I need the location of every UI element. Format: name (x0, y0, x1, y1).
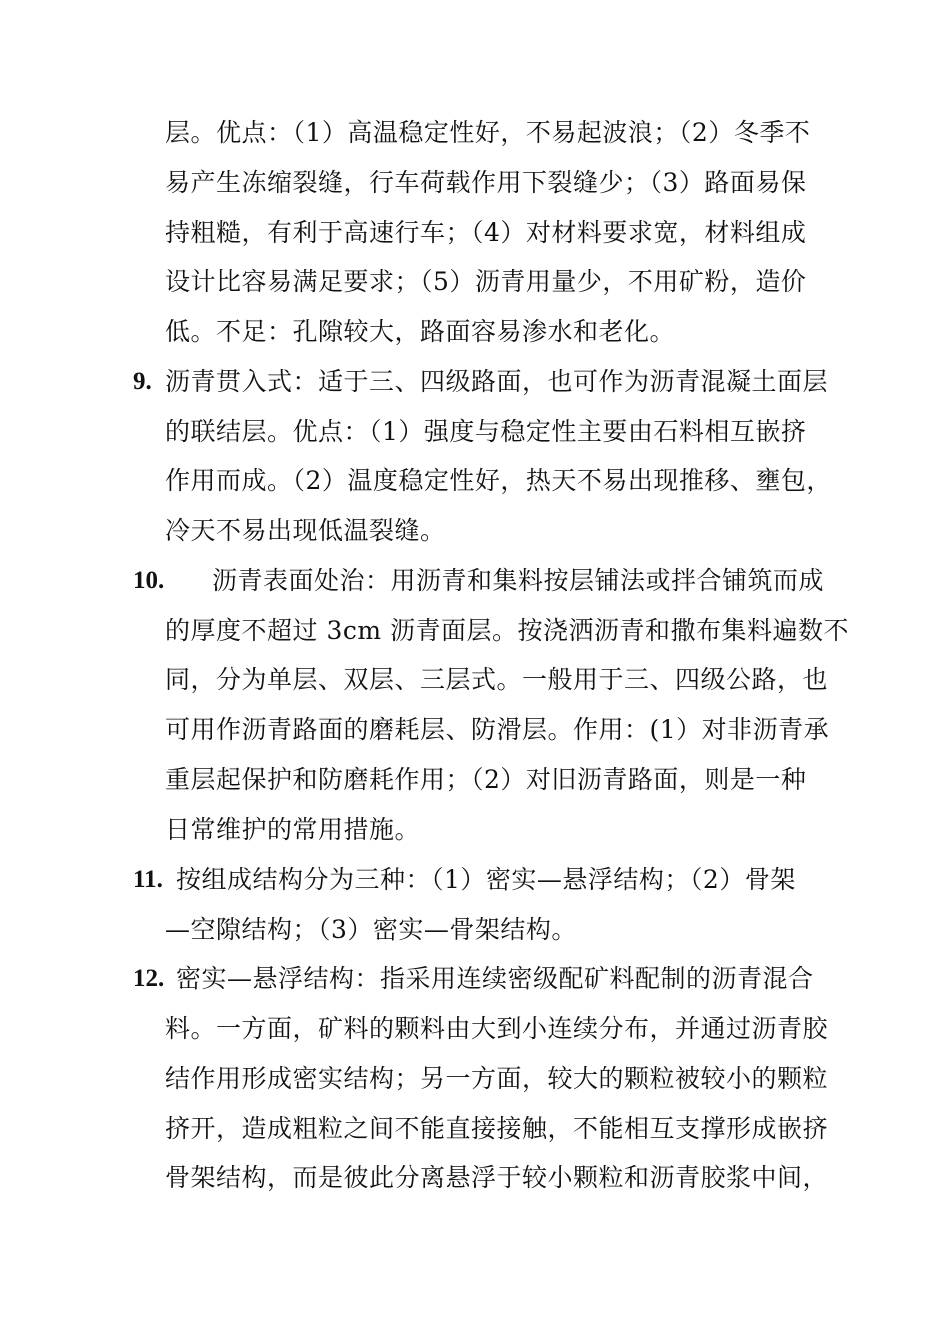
paragraph-line: 易产生冻缩裂缝，行车荷载作用下裂缝少；（3）路面易保 (165, 168, 807, 197)
paragraph-line: 设计比容易满足要求；（5）沥青用量少，不用矿粉，造价 (165, 267, 807, 296)
paragraph-line: 骨架结构，而是彼此分离悬浮于较小颗粒和沥青胶浆中间， (165, 1163, 829, 1192)
paragraph-line: 重层起保护和防磨耗作用；（2）对旧沥青路面，则是一种 (165, 765, 807, 794)
item-number: 11. (133, 866, 163, 893)
paragraph-line: 料。一方面，矿料的颗料由大到小连续分布，并通过沥青胶 (165, 1014, 829, 1043)
paragraph-line: 的厚度不超过 3cm 沥青面层。按浇洒沥青和撒布集料遍数不 (165, 616, 850, 645)
paragraph-line: 按组成结构分为三种：（1）密实—悬浮结构；（2）骨架 (176, 865, 796, 894)
item-number: 9. (133, 368, 152, 395)
paragraph-line: 作用而成。（2）温度稳定性好，热天不易出现推移、壅包， (165, 466, 832, 495)
paragraph-line: 低。不足：孔隙较大，路面容易渗水和老化。 (165, 317, 676, 346)
paragraph-line: 层。优点：（1）高温稳定性好，不易起波浪；（2）冬季不 (165, 118, 811, 147)
paragraph-line: 挤开，造成粗粒之间不能直接接触，不能相互支撑形成嵌挤 (165, 1114, 829, 1143)
paragraph-line: 的联结层。优点：（1）强度与稳定性主要由石料相互嵌挤 (165, 417, 807, 446)
paragraph-line: 沥青贯入式：适于三、四级路面，也可作为沥青混凝土面层 (165, 367, 829, 396)
item-number: 10. (133, 567, 165, 594)
paragraph-line: —空隙结构；（3）密实—骨架结构。 (165, 915, 577, 944)
paragraph-line: 冷天不易出现低温裂缝。 (165, 516, 446, 545)
paragraph-line: 日常维护的常用措施。 (165, 815, 421, 844)
paragraph-line: 可用作沥青路面的磨耗层、防滑层。作用：(1）对非沥青承 (165, 715, 830, 744)
paragraph-line: 沥青表面处治：用沥青和集料按层铺法或拌合铺筑而成 (212, 566, 825, 595)
item-number: 12. (133, 965, 165, 992)
paragraph-line: 密实—悬浮结构：指采用连续密级配矿料配制的沥青混合 (176, 964, 814, 993)
paragraph-line: 持粗糙，有利于高速行车；（4）对材料要求宽，材料组成 (165, 218, 807, 247)
paragraph-line: 同，分为单层、双层、三层式。一般用于三、四级公路，也 (165, 665, 829, 694)
paragraph-line: 结作用形成密实结构；另一方面，较大的颗粒被较小的颗粒 (165, 1064, 829, 1093)
